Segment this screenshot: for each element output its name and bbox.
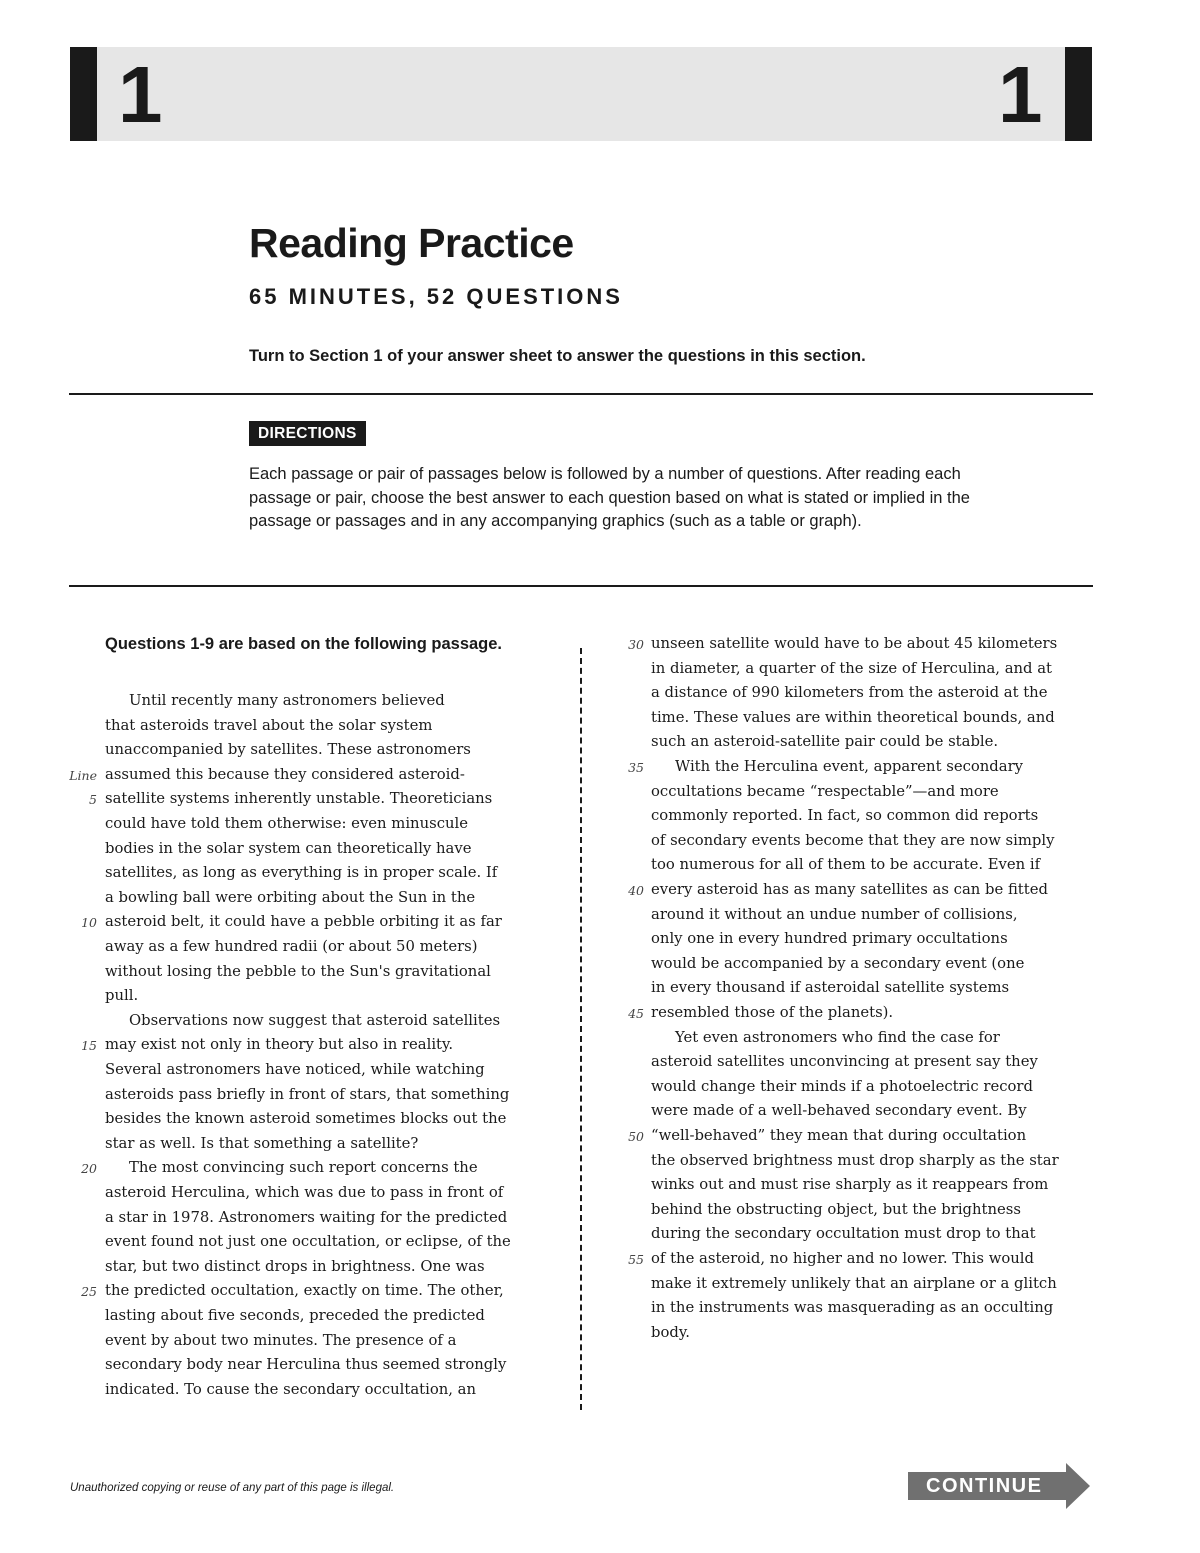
passage-line: a star in 1978. Astronomers waiting for the predicted <box>105 1208 508 1226</box>
line-number: 35 <box>628 760 644 775</box>
passage-line: Yet even astronomers who find the case for <box>675 1028 1000 1046</box>
line-number: 10 <box>81 915 97 931</box>
passage-line: assumed this because they considered asteroid- <box>105 765 465 783</box>
continue-label: CONTINUE <box>926 1475 1043 1497</box>
passage-line: body. <box>651 1323 690 1341</box>
passage-line: would be accompanied by a secondary event (one <box>651 954 1025 972</box>
line-number: 30 <box>628 637 644 652</box>
passage-line: that asteroids travel about the solar system <box>105 716 433 734</box>
passage-line: asteroid belt, it could have a pebble orbiting it as far <box>105 913 502 931</box>
passage-line: resembled those of the planets). <box>651 1004 894 1021</box>
passage-line: Observations now suggest that asteroid satellites <box>129 1011 501 1029</box>
passage-line: star, but two distinct drops in brightness. One was <box>105 1257 485 1275</box>
passage-line: satellites, as long as everything is in proper scale. If <box>105 864 498 882</box>
continue-button[interactable] <box>908 1463 1090 1509</box>
passage-line: asteroid Herculina, which was due to pass in front of <box>105 1184 504 1201</box>
line-number: 50 <box>628 1129 644 1144</box>
section-header-band <box>70 47 1092 141</box>
passage-line: asteroids pass briefly in front of stars, that something <box>105 1085 510 1103</box>
line-number: 25 <box>81 1284 97 1300</box>
passage-line: may exist not only in theory but also in reality. <box>105 1036 454 1054</box>
divider-rule-top <box>69 393 1093 395</box>
passage-line: With the Herculina event, apparent secondary <box>675 758 1024 775</box>
copyright-notice: Unauthorized copying or reuse of any part of this page is illegal. <box>70 1482 395 1494</box>
passage-line: satellite systems inherently unstable. Theoreticians <box>105 790 493 808</box>
passage-line: bodies in the solar system can theoretically have <box>105 839 472 857</box>
passage-line: secondary body near Herculina thus seemed strongly <box>105 1356 507 1374</box>
section-number-left: 1 <box>118 50 163 139</box>
passage-line: winks out and must rise sharply as it reappears from <box>651 1176 1049 1194</box>
passage-line: in diameter, a quarter of the size of Herculina, and at <box>651 659 1053 677</box>
passage-line: Until recently many astronomers believed <box>129 692 445 709</box>
answer-sheet-instruction: Turn to Section 1 of your answer sheet to answer the questions in this section. <box>249 347 866 365</box>
line-number: 15 <box>81 1038 97 1054</box>
passage-line: around it without an undue number of collisions, <box>651 905 1018 923</box>
section-timing: 65 MINUTES, 52 QUESTIONS <box>249 284 623 309</box>
header-bar-left <box>70 47 97 141</box>
passage-line: of secondary events become that they are now simply <box>651 831 1055 849</box>
directions-text: Each passage or pair of passages below is followed by a number of questions. After reading each passage or pair, choose the best answer to each question based on what is stated or implied in the passage or passages and in any accompanying graphics (such as a table or graph). <box>249 465 970 530</box>
passage-line: of the asteroid, no higher and no lower. This would <box>651 1250 1034 1267</box>
passage-line: the observed brightness must drop sharply as the star <box>651 1151 1059 1169</box>
passage-line: a bowling ball were orbiting about the Sun in the <box>105 888 476 906</box>
passage-line: unaccompanied by satellites. These astronomers <box>105 741 471 759</box>
section-number-right: 1 <box>998 50 1043 139</box>
passage-line: “well-behaved” they mean that during occultation <box>651 1127 1027 1144</box>
line-number: 55 <box>628 1252 644 1267</box>
passage-line: star as well. Is that something a satellite? <box>105 1134 419 1152</box>
passage-line: occultations became “respectable”—and more <box>651 782 999 800</box>
passage-line: without losing the pebble to the Sun's gravitational <box>105 962 491 980</box>
passage-line: event found not just one occultation, or eclipse, of the <box>105 1233 511 1251</box>
header-bar-right <box>1065 47 1092 141</box>
passage-line: The most convincing such report concerns the <box>129 1159 478 1177</box>
passage-line: behind the obstructing object, but the brightness <box>651 1200 1021 1218</box>
passage-line: a distance of 990 kilometers from the asteroid at the <box>651 684 1048 702</box>
passage-line: make it extremely unlikely that an airplane or a glitch <box>651 1274 1057 1292</box>
passage-line: asteroid satellites unconvincing at present say they <box>651 1053 1038 1071</box>
passage-line: could have told them otherwise: even minuscule <box>105 815 469 832</box>
passage-line: event by about two minutes. The presence of a <box>105 1331 457 1349</box>
passage-line: pull. <box>105 987 139 1005</box>
passage-line: during the secondary occultation must drop to that <box>651 1225 1036 1243</box>
passage-line: time. These values are within theoretical bounds, and <box>651 708 1055 726</box>
passage-line: in every thousand if asteroidal satellite systems <box>651 979 1010 997</box>
passage-line: commonly reported. In fact, so common did reports <box>651 807 1039 825</box>
page-title: Reading Practice <box>249 220 574 266</box>
passage-line: too numerous for all of them to be accurate. Even if <box>651 856 1041 874</box>
line-number: Line <box>69 767 97 783</box>
passage-line: every asteroid has as many satellites as can be fitted <box>651 881 1048 898</box>
passage-line: Several astronomers have noticed, while watching <box>105 1061 485 1078</box>
line-number: 5 <box>89 792 97 808</box>
passage-intro: Questions 1-9 are based on the following passage. <box>105 635 503 653</box>
passage-line: were made of a well-behaved secondary event. By <box>651 1102 1027 1120</box>
passage-line: in the instruments was masquerading as an occulting <box>651 1299 1054 1317</box>
column-divider <box>580 648 582 1410</box>
divider-rule-bottom <box>69 585 1093 587</box>
passage-line: away as a few hundred radii (or about 50 meters) <box>105 938 478 955</box>
passage-line: indicated. To cause the secondary occultation, an <box>105 1380 477 1398</box>
passage-line: only one in every hundred primary occultations <box>651 930 1008 948</box>
passage-line: lasting about five seconds, preceded the predicted <box>105 1307 485 1324</box>
passage-line: would change their minds if a photoelectric record <box>651 1077 1033 1095</box>
passage-line: such an asteroid-satellite pair could be stable. <box>651 733 999 751</box>
line-number: 45 <box>628 1006 644 1021</box>
passage-line: besides the known asteroid sometimes blocks out the <box>105 1110 507 1128</box>
line-number: 40 <box>628 883 644 898</box>
directions-badge: DIRECTIONS <box>249 421 366 446</box>
line-number: 20 <box>81 1161 97 1177</box>
passage-line: the predicted occultation, exactly on time. The other, <box>105 1282 504 1300</box>
passage-line: unseen satellite would have to be about 45 kilometers <box>651 635 1058 652</box>
